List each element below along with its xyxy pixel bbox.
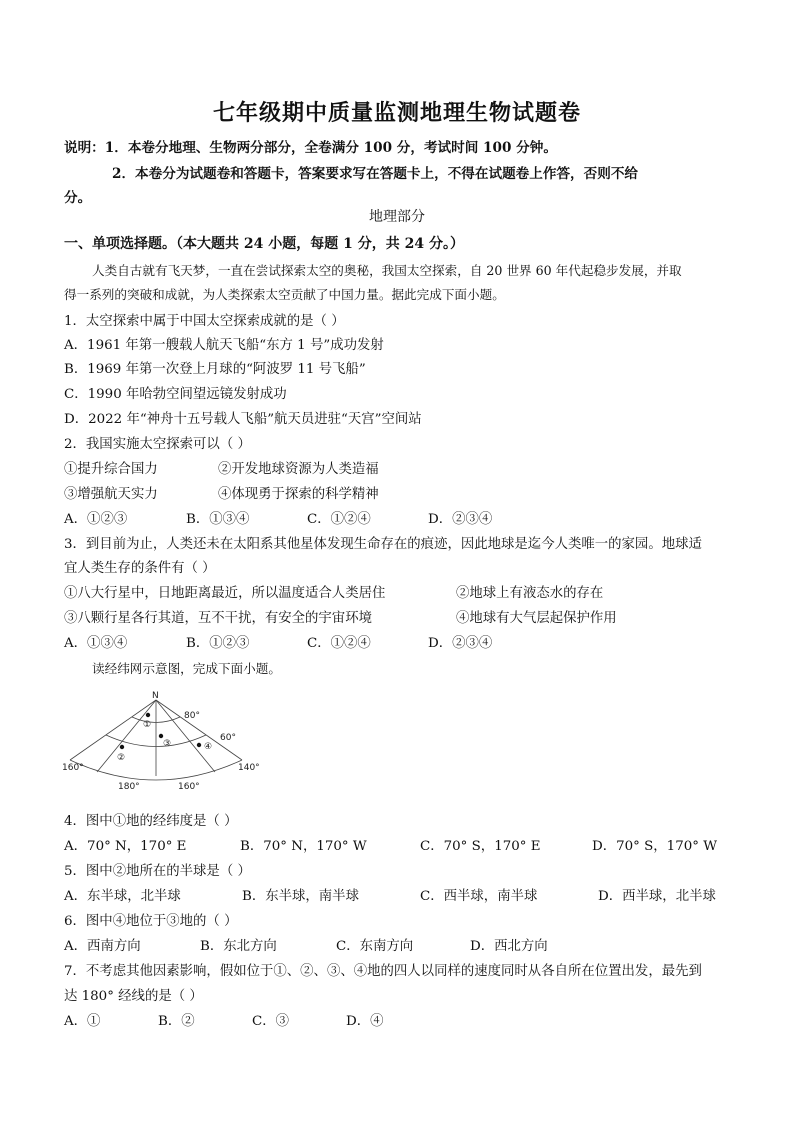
q3-stem: 3．到目前为止，人类还未在太阳系其他星体发现生命存在的痕迹，因此地球是迄今人类唯一的家园。地球适 — [64, 537, 702, 552]
intro-2: 读经纬网示意图，完成下面小题。 — [92, 661, 281, 676]
map-lon-180: 180° — [118, 782, 140, 792]
q2-item-1: ①提升综合国力 — [64, 462, 158, 477]
q2-item-2: ②开发地球资源为人类造福 — [218, 462, 379, 477]
q3-stem-cont: 宜人类生存的条件有（ ） — [64, 561, 216, 576]
q3-item-4: ④地球有大气层起保护作用 — [456, 611, 617, 626]
q6-stem: 6．图中④地位于③地的（ ） — [64, 914, 238, 929]
q4-option-b: B．70° N，170° W — [240, 839, 367, 854]
q3-option-b: B．①②③ — [186, 636, 250, 651]
map-lon-160e: 160° — [178, 782, 200, 792]
q7-stem: 7．不考虑其他因素影响，假如位于①、②、③、④地的四人以同样的速度同时从各自所在位置出发，最先到 — [64, 964, 702, 979]
q3-option-a: A．①③④ — [64, 636, 128, 651]
q2-stem: 2．我国实施太空探索可以（ ） — [64, 437, 251, 452]
q2-option-c: C．①②④ — [307, 512, 371, 527]
meridian-170w — [97, 700, 156, 772]
q5-option-a: A．东半球，北半球 — [64, 889, 181, 904]
note-2: 2．本卷分为试题卷和答题卡，答案要求写在答题卡上，不得在试题卷上作答，否则不给 — [112, 166, 639, 182]
note-1: 说明：1．本卷分地理、生物两分部分，全卷满分 100 分，考试时间 100 分钟。 — [64, 140, 557, 156]
q1-option-b: B．1969 年第一次登上月球的“阿波罗 11 号飞船” — [64, 362, 366, 377]
q1-stem: 1．太空探索中属于中国太空探索成就的是（ ） — [64, 314, 345, 329]
q6-option-d: D．西北方向 — [470, 939, 548, 954]
page-title: 七年级期中质量监测地理生物试题卷 — [212, 100, 581, 126]
q3-item-1: ①八大行星中，日地距离最近，所以温度适合人类居住 — [64, 586, 386, 601]
q3-option-c: C．①②④ — [307, 636, 371, 651]
point-marker-3 — [159, 734, 163, 738]
intro-1: 人类自古就有飞天梦，一直在尝试探索太空的奥秘，我国太空探索，自 20 世界 60 年代起稳步发展，并取 — [92, 263, 682, 278]
meridian-160w — [70, 700, 156, 760]
intro-1-cont: 得一系列的突破和成就，为人类探索太空贡献了中国力量。据此完成下面小题。 — [64, 287, 505, 302]
q1-option-c: C．1990 年哈勃空间望远镜发射成功 — [64, 387, 287, 402]
q7-stem-cont: 达 180° 经线的是（ ） — [64, 989, 203, 1004]
q7-option-b: B．② — [158, 1014, 195, 1029]
graticule-map — [62, 688, 262, 794]
map-point-4: ④ — [204, 742, 213, 752]
q2-option-b: B．①③④ — [186, 512, 250, 527]
q2-item-4: ④体现勇于探索的科学精神 — [218, 487, 379, 502]
section-title: 地理部分 — [369, 209, 425, 225]
q5-option-b: B．东半球，南半球 — [242, 889, 359, 904]
map-lon-160w: 160° — [62, 763, 84, 773]
q4-option-d: D．70° S，170° W — [592, 839, 717, 854]
q3-item-2: ②地球上有液态水的存在 — [456, 586, 604, 601]
q4-option-c: C．70° S，170° E — [420, 839, 541, 854]
q3-option-d: D．②③④ — [428, 636, 493, 651]
q4-option-a: A．70° N，170° E — [64, 839, 187, 854]
q2-option-d: D．②③④ — [428, 512, 493, 527]
point-marker-1 — [146, 713, 150, 717]
map-north-label: N — [152, 691, 159, 701]
part1-title: 一、单项选择题。（本大题共 24 小题，每题 1 分，共 24 分。） — [64, 236, 464, 252]
point-marker-4 — [197, 743, 201, 747]
q5-option-d: D．西半球，北半球 — [598, 889, 716, 904]
q7-option-a: A．① — [64, 1014, 101, 1029]
q7-option-c: C．③ — [252, 1014, 290, 1029]
q3-item-3: ③八颗行星各行其道，互不干扰，有安全的宇宙环境 — [64, 611, 372, 626]
map-point-3: ③ — [163, 739, 172, 749]
point-marker-2 — [120, 745, 124, 749]
map-point-2: ② — [117, 753, 126, 763]
q7-option-d: D．④ — [346, 1014, 384, 1029]
q4-stem: 4．图中①地的经纬度是（ ） — [64, 814, 238, 829]
q5-stem: 5．图中②地所在的半球是（ ） — [64, 864, 251, 879]
q6-option-b: B．东北方向 — [200, 939, 277, 954]
q5-option-c: C．西半球，南半球 — [420, 889, 538, 904]
q6-option-c: C．东南方向 — [336, 939, 414, 954]
q1-option-a: A．1961 年第一艘载人航天飞船“东方 1 号”成功发射 — [64, 338, 384, 353]
map-lat-80: 80° — [184, 711, 200, 721]
meridian-140e — [156, 700, 242, 760]
map-lon-140: 140° — [238, 763, 260, 773]
q2-option-a: A．①②③ — [64, 512, 128, 527]
q6-option-a: A．西南方向 — [64, 939, 141, 954]
map-point-1: ① — [143, 720, 152, 730]
note-2-cont: 分。 — [64, 190, 92, 206]
map-lat-60: 60° — [220, 733, 236, 743]
q1-option-d: D．2022 年“神舟十五号载人飞船”航天员进驻“天宫”空间站 — [64, 412, 422, 427]
q2-item-3: ③增强航天实力 — [64, 487, 158, 502]
